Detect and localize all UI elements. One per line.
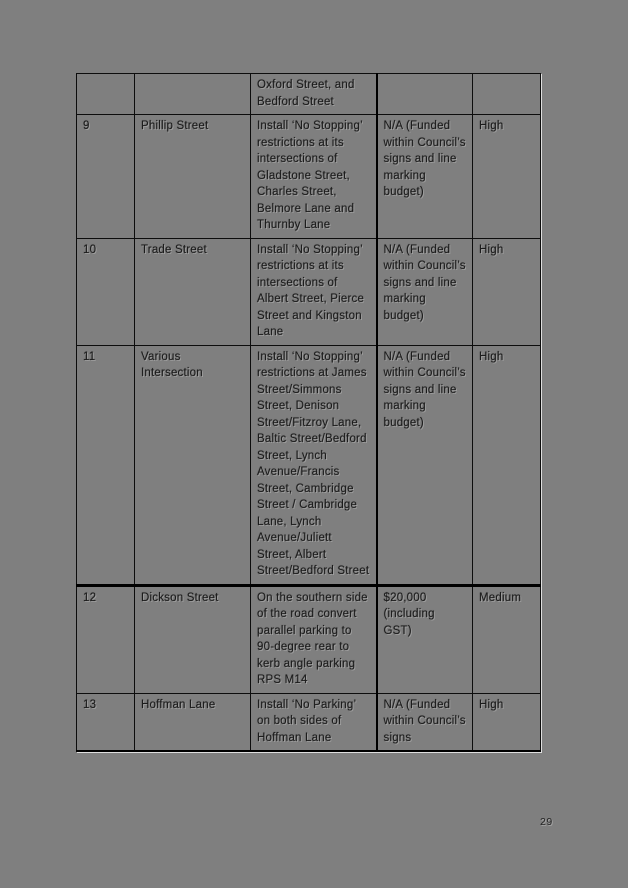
row-priority: High <box>473 115 541 239</box>
row-priority: High <box>473 345 541 585</box>
row-action: Install ‘No Parking’ on both sides of Hoffman Lane <box>251 693 377 751</box>
row-action: Oxford Street, and Bedford Street <box>251 74 377 115</box>
table-row <box>77 74 541 115</box>
row-id: 10 <box>77 238 135 345</box>
row-id: 13 <box>77 693 135 751</box>
table-row <box>77 693 541 751</box>
row-location: Phillip Street <box>135 115 251 239</box>
row-cost: $20,000 (including GST) <box>377 585 473 693</box>
row-action: On the southern side of the road convert parallel parking to 90-degree rear to kerb angle parking RPS M14 <box>251 585 377 693</box>
row-location: Trade Street <box>135 238 251 345</box>
row-cost <box>377 74 473 115</box>
row-action: Install ‘No Stopping’ restrictions at its intersections of Albert Street, Pierce Street and Kingston Lane <box>251 238 377 345</box>
row-action: Install ‘No Stopping’ restrictions at James Street/Simmons Street, Denison Street/Fitzroy Lane, Baltic Street/Bedford Street, Lynch Avenue/Francis Street, Cambridge Street / Cambridge Lane, Lynch Avenue/Juliett Street, Albert Street/Bedford Street <box>251 345 377 585</box>
table-row <box>77 115 541 239</box>
row-location: Hoffman Lane <box>135 693 251 751</box>
row-action: Install ‘No Stopping’ restrictions at its intersections of Gladstone Street, Charles Street, Belmore Lane and Thurnby Lane <box>251 115 377 239</box>
row-id: 11 <box>77 345 135 585</box>
row-priority: High <box>473 693 541 751</box>
row-cost: N/A (Funded within Council’s signs and line marking budget) <box>377 238 473 345</box>
row-cost: N/A (Funded within Council’s signs and line marking budget) <box>377 345 473 585</box>
row-priority: High <box>473 238 541 345</box>
actions-table <box>76 73 541 752</box>
table-row <box>77 585 541 693</box>
row-id: 12 <box>77 585 135 693</box>
row-priority <box>473 74 541 115</box>
row-priority: Medium <box>473 585 541 693</box>
page-number: 29 <box>540 816 553 828</box>
row-id <box>77 74 135 115</box>
table-row <box>77 345 541 585</box>
row-cost: N/A (Funded within Council’s signs and line marking budget) <box>377 115 473 239</box>
row-location <box>135 74 251 115</box>
row-cost: N/A (Funded within Council’s signs <box>377 693 473 751</box>
row-id: 9 <box>77 115 135 239</box>
table-row <box>77 238 541 345</box>
row-location: Various Intersection <box>135 345 251 585</box>
row-location: Dickson Street <box>135 585 251 693</box>
